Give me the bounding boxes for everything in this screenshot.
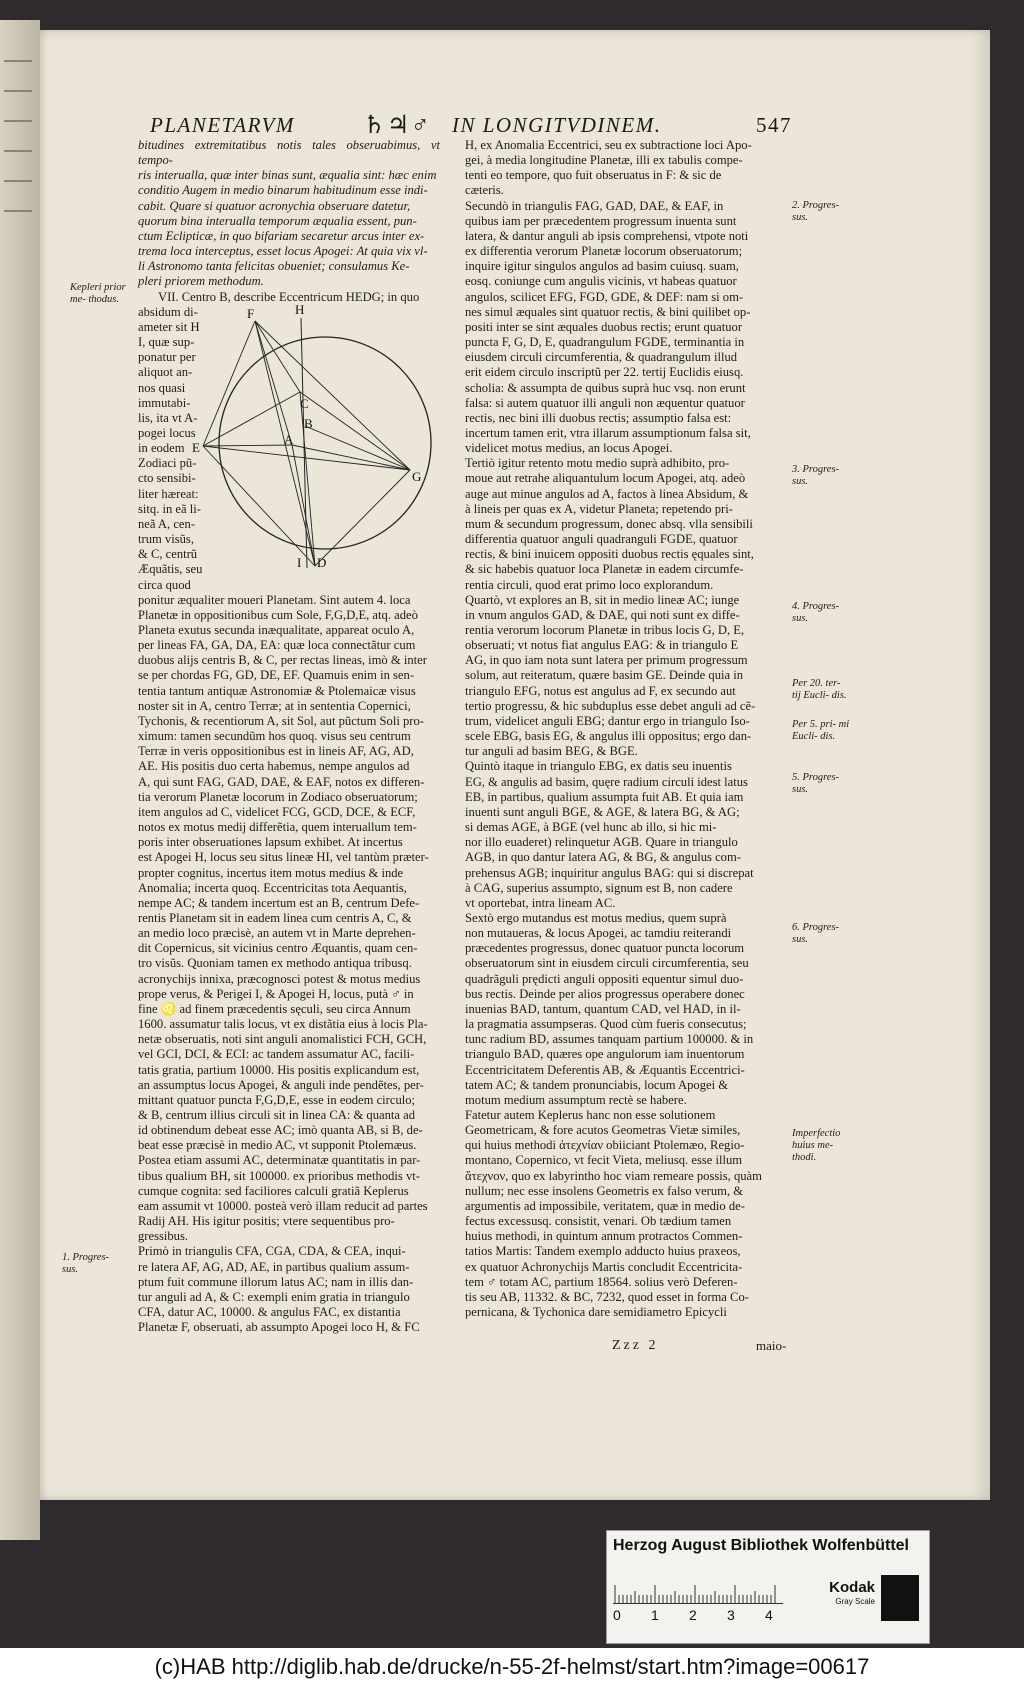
text-line: A, qui sunt FAG, GAD, DAE, & EAF, notos ex differen- <box>138 774 425 789</box>
text-line: auge aut minue angulos ad A, factos à linea Absidum, & <box>465 486 749 501</box>
header-right: IN LONGITVDINEM. <box>452 113 662 137</box>
text-line: liter hæreat: <box>138 486 199 501</box>
margin-note-imperfectio: Imperfectio huius me- thodi. <box>792 1128 841 1163</box>
scale-2: 2 <box>689 1607 697 1623</box>
margin-note-progressus-6: 6. Progres- sus. <box>792 922 840 945</box>
text-line: tenti eo tempore, quo fuit obseruatus in F: & sic de <box>465 168 722 183</box>
text-line: netæ obseruatis, noti sint anguli anomalistici FCH, GCH, <box>138 1032 427 1047</box>
text-line: H, ex Anomalia Eccentrici, seu ex subtractione loci Apo- <box>465 138 752 152</box>
text-line: triangulo BAD, quæres ope angulorum iam inuentorum <box>465 1047 745 1062</box>
text-line: AE. His positis duo certa habemus, nempe angulos ad <box>138 759 410 774</box>
text-line: nos quasi <box>138 380 186 395</box>
label-a: A <box>284 432 294 447</box>
right-column <box>465 138 789 1320</box>
text-line: pleri priorem methodum. <box>138 274 264 289</box>
label-h: H <box>295 302 305 317</box>
text-line: Planetæ F, obseruati, ab assumpto Apogei loco H, & FC <box>138 1320 420 1335</box>
text-line: an medio loco præcisè, an autem vt in Marte deprehen- <box>138 926 416 941</box>
text-line: la pragmatia assumpseras. Quod cùm fueris consecutus; <box>465 1017 747 1032</box>
text-line: tro visũs. Quoniam tamen ex methodo antiqua tribusq. <box>138 956 412 971</box>
text-line: obseruatorum sint in eiusdem circuli circumferentia, seu <box>465 956 749 971</box>
text-line: eiusdem circuli circumferentia, & quadrangulum illud <box>465 350 738 365</box>
text-line: rentis Planetam sit in eadem linea cum centris A, C, & <box>138 910 412 925</box>
text-line: inquire igitur singulos angulos ad basim cuiusq. suam, <box>465 259 739 274</box>
text-line: trum, videlicet anguli EBG; dantur ergo in triangulo Iso- <box>465 713 750 728</box>
text-line: vel GCI, DCI, & ECI: ac tandem assumatur AC, facili- <box>138 1047 415 1062</box>
text-line: Postea etiam assumi AC, determinatæ quantitatis in par- <box>138 1153 421 1168</box>
text-line: sitq. in eã li- <box>138 501 201 516</box>
text-line: Quintò itaque in triangulo EBG, ex datis seu inuentis <box>465 759 732 774</box>
text-line: argumentis ad impossibile, veritatem, quæ in medio de- <box>465 1198 745 1213</box>
text-line: angulos, scilicet EFG, FGD, GDE, & DEF: nam si om- <box>465 289 744 304</box>
label-e: E <box>192 440 200 455</box>
scale-1: 1 <box>651 1607 659 1623</box>
text-line: Quartò, vt explores an B, sit in medio lineæ AC; iunge <box>465 592 740 607</box>
text-line: pogei locus <box>138 425 196 440</box>
text-line: moue aut retrahe aliquantulum locum Apogei, atq. adeò <box>465 471 746 486</box>
label-b: B <box>304 416 313 431</box>
text-line: & B, centrum illius circuli sit in linea CA: & quanta ad <box>138 1108 416 1122</box>
text-line: noster sit in A, centro Terræ; at in sententia Copernici, <box>138 698 411 713</box>
planet-symbols: ♄♃♂ <box>363 112 432 139</box>
text-line: poris inter obseruationes lapsum exhibet. At incertus <box>138 835 403 850</box>
black-patch <box>881 1575 919 1621</box>
library-name: Herzog August Bibliothek Wolfenbüttel <box>613 1537 909 1554</box>
text-line: se per chordas FG, GD, DE, EF. Quamuis enim in sen- <box>138 668 415 683</box>
text-line: est Apogei H, locus seu situs lineæ HI, vel tantùm præter- <box>138 850 429 865</box>
text-line: rectis, nec bini illi duobus rectis; assumptio falsa est: <box>465 410 732 425</box>
text-line: rectis, & bini inuicem oppositi duobus rectis ęquales sint, <box>465 547 754 562</box>
text-line: Primò in triangulis CFA, CGA, CDA, & CEA, inqui- <box>138 1244 406 1259</box>
text-line: acronychijs innixa, præcognosci potest & motus medius <box>138 971 421 986</box>
text-line: trum visũs, <box>138 532 194 547</box>
text-line: nullum; nec esse insolens Geometris ex falso verum, & <box>465 1183 744 1198</box>
text-line: tunc radium BD, assumes tanquam partium 100000. & in <box>465 1032 754 1047</box>
text-line: ponatur per <box>138 350 196 365</box>
text-line: cto sensibi- <box>138 471 196 486</box>
right-body-text <box>465 138 789 1320</box>
catchword: maio- <box>756 1338 787 1353</box>
copyright-footer: (c)HAB http://diglib.hab.de/drucke/n-55-2f-helmst/start.htm?image=00617 <box>0 1648 1024 1685</box>
text-line: propter cognitus, incertus item motus medius & inde <box>138 865 404 880</box>
text-line: gei, à media longitudine Planetæ, illi ex tabulis compe- <box>465 153 743 168</box>
text-line: mum & secundum progressum, donec absq. vlla sensibili <box>465 516 753 531</box>
text-line: non mutaueras, & locus Apogei, ac tamdiu reiterandi <box>465 926 732 941</box>
text-line: Tychonis, & recentiorum A, sit Sol, aut pũctum Soli pro- <box>138 713 424 728</box>
text-line: fectus excessusq. consistit, venari. Ob tædium tamen <box>465 1214 732 1229</box>
text-line: cæteris. <box>465 183 504 198</box>
text-line: Secundò in triangulis FAG, GAD, DAE, & EAF, in <box>465 198 724 213</box>
label-f: F <box>247 306 255 321</box>
text-line: Terræ in veris oppositionibus est in lineis AF, AG, AD, <box>138 744 414 759</box>
text-line: erit eidem circulo inscriptũ per 22. tertij Euclidis eiusq. <box>465 365 744 380</box>
gray-scale-label: Gray Scale <box>835 1597 875 1606</box>
ruler-ticks <box>613 1583 783 1603</box>
text-line: notos ex motus medij differẽtia, quem interuallum tem- <box>138 820 417 835</box>
text-line: AGB, in quo dantur latera AG, & BG, & angulus com- <box>465 850 741 865</box>
header-left: PLANETARVM <box>150 113 295 137</box>
text-line: Anomalia; incerta quoq. Eccentricitas tota Aequantis, <box>138 880 407 895</box>
text-line: tentia tantum antiquæ Astronomiæ & Ptolemaicæ visus <box>138 683 416 698</box>
text-line: tur anguli ad A, & C: exempli enim gratia in triangulo <box>138 1289 410 1304</box>
text-line: triangulo EFG, notus est angulus ad F, ex secundo aut <box>465 683 736 698</box>
text-line: Fatetur autem Keplerus hanc non esse solutionem <box>465 1108 716 1122</box>
text-line: eam assumit vt 10000. posteà verò illam reducit ad partes <box>138 1198 428 1213</box>
text-line: prehensus AGB; inquiritur angulus BAG: qui si discrepat <box>465 865 754 880</box>
text-line: cabit. Quare si quatuor acronychia obseruare datetur, <box>138 198 411 213</box>
text-line: solum, aut reiteratum, quære basim GE. Deinde quia in <box>465 668 744 683</box>
text-line: rentia circuli, quod erat primo loco explorandum. <box>465 577 714 592</box>
text-line: neã A, cen- <box>138 516 195 531</box>
text-line: à CAG, superius assumpto, signum est B, non cadere <box>465 880 733 895</box>
text-line: Zodiaci pũ- <box>138 456 197 471</box>
text-line: an assumptus locus Apogei, & anguli inde pendẽtes, per- <box>138 1077 424 1092</box>
text-line: ex quatuor Achronychijs Martis concludit Eccentricita- <box>465 1259 743 1274</box>
text-line: videlicet motus medius, an locus Apogei. <box>465 441 673 456</box>
text-line: ameter sit H <box>138 319 200 334</box>
text-line: ptum fuit commune illorum latus AC; nam in illis dan- <box>138 1274 414 1289</box>
text-line: nempe AC; & tandem incertum est an B, centrum Defe- <box>138 895 420 910</box>
text-line: Planetæ in oppositionibus cum Sole, F,G,D,E, atq. adeò <box>138 607 418 622</box>
text-line: in eodem <box>138 441 185 456</box>
text-line: cumque cognita: sed faciliores calculi gratiã Keplerus <box>138 1183 409 1198</box>
left-intro-text <box>138 138 440 290</box>
text-line: 1600. assumatur talis locus, vt ex distãtia eius à locis Pla- <box>138 1017 428 1032</box>
text-line: obseruati; vt notus fiat angulus EAG: & in triangulo E <box>465 638 739 653</box>
text-line: incertum tamen erit, vtra illarum assumptionum falsa sit, <box>465 425 751 440</box>
text-line: lis, ita vt A- <box>138 410 198 425</box>
text-line: I, quæ sup- <box>138 335 195 350</box>
text-line: tem ♂ totam AC, partium 18564. solius verò Deferen- <box>465 1274 738 1289</box>
text-line: item angulos ad C, videlicet FCG, GCD, DCE, & ECF, <box>138 804 416 819</box>
text-line: si demas AGE, à BGE (vel hunc ab illo, si hic mi- <box>465 820 717 835</box>
margin-note-progressus-4: 4. Progres- sus. <box>792 601 840 624</box>
text-line: per lineas FA, GA, DA, EA: quæ loca connectãtur cum <box>138 638 416 653</box>
text-line: immutabi- <box>138 395 191 410</box>
text-line: nor illo euaderet) relinquetur AGB. Quare in triangulo <box>465 835 738 850</box>
text-line: Planeta exutus secunda inæqualitate, appareat oculo A, <box>138 623 415 637</box>
text-line: Sextò ergo mutandus est motus medius, quem suprà <box>465 910 727 925</box>
text-line: quadrãguli prędicti anguli oppositi equentur simul duo- <box>465 971 744 986</box>
text-line: absidum di- <box>138 304 198 319</box>
text-line: ἄτεχνον, quo ex labyrintho hoc viam remeare possis, quàm <box>465 1168 762 1183</box>
text-line: tur anguli ad basim BEG, & BGE. <box>465 744 638 759</box>
text-line: tatem AC; & tandem pronunciabis, locum Apogei & <box>465 1077 729 1092</box>
text-line: trema loca interceptus, esset locus Apogei: At quia vix vl- <box>138 244 428 259</box>
text-line: præcedentes progressus, donec quatuor puncta locorum <box>465 941 745 956</box>
label-i: I <box>297 555 302 570</box>
text-line: scholia: & assumpta de quibus suprà huc vsq. non erunt <box>465 380 746 395</box>
left-body-text <box>138 593 440 1336</box>
text-line: prope verus, & Perigei I, & Apogei H, locus, putà ♂ in <box>138 986 414 1001</box>
text-line: aliquot an- <box>138 365 193 380</box>
text-line: qui huius methodi ἀτεχνίαν obiiciant Ptolemæo, Regio- <box>465 1138 745 1153</box>
text-line: falsa: si autem quatuor illi anguli non æquentur quatuor <box>465 395 745 410</box>
text-line: tatis gratia, partium 10000. His positis explicandum est, <box>138 1062 420 1077</box>
text-line: quorum bina interualla temporum æqualia essent, pun- <box>138 213 417 228</box>
text-line: inuenias BAD, tantum, quantum CAD, vel HAD, in il- <box>465 1001 741 1016</box>
text-line: positi inter se sint æquales duobus rectis; erunt quatuor <box>465 319 743 334</box>
text-line: Geometricam, & fore acutos Geometras Vietæ similes, <box>465 1123 741 1138</box>
margin-note-progressus-2: 2. Progres- sus. <box>792 200 840 223</box>
text-line: eosq. coniunge cum angulis vicinis, vt habeas quatuor <box>465 274 737 289</box>
text-line: AG, in quo iam nota sunt latera per primum progressum <box>465 653 748 668</box>
text-line: ponitur æqualiter moueri Planetam. Sint autem 4. loca <box>138 592 411 607</box>
label-g: G <box>412 469 422 484</box>
text-line: & C, centrũ <box>138 547 198 562</box>
text-line: vt oportebat, intra lineam AC. <box>465 895 616 910</box>
text-line: latera, & dantur anguli ab ipsis comprehensi, vtpote noti <box>465 228 749 243</box>
text-line: tertio progressu, & hic subduplus esse debet anguli ad cẽ- <box>465 698 756 713</box>
text-line: dit Copernicus, sit vicinius centro Æquantis, quam cen- <box>138 941 418 956</box>
kodak-logo: Kodak <box>829 1579 875 1596</box>
eccentric-circle-diagram <box>192 302 440 570</box>
text-line: motum medium assumptum rectè se habere. <box>465 1092 687 1107</box>
text-line: ris interualla, quæ inter binas sunt, æqualia sint: hæc enim <box>138 168 437 183</box>
text-line: Tertiò igitur retento motu medio suprà adhibito, pro- <box>465 456 730 471</box>
scale-ruler <box>613 1583 783 1604</box>
text-line: rentia verorum locorum Planetæ in tribus locis G, D, E, <box>465 623 745 637</box>
text-line: gressibus. <box>138 1229 189 1244</box>
text-line: ximum: tamen secundũm hos quoq. visus seu centrum <box>138 729 411 744</box>
text-line: tibus qualium BH, sit 100000. ex prioribus methodis vt- <box>138 1168 420 1183</box>
text-line: scele EBG, basis EG, & angulus illi oppositus; ergo dan- <box>465 729 752 744</box>
text-line: li Astronomo tanta felicitas obueniet; consulamus Ke- <box>138 259 410 274</box>
text-line: bus rectis. Deinde per alios progressus operabere donec <box>465 986 745 1001</box>
text-line: tis seu AB, 11332. & BC, 7232, quod esset in forma Co- <box>465 1289 749 1304</box>
text-line: mittant quatuor puncta F,G,D,E, esse in eodem circulo; <box>138 1092 416 1107</box>
margin-note-per-5: Per 5. pri- mi Eucli- dis. <box>792 719 850 742</box>
page-number: 547 <box>756 113 792 137</box>
text-line: tatios Martis: Tandem exemplo adducto huius praxeos, <box>465 1244 741 1259</box>
text-line: quibus iam per præcedentem progressum inuenta sunt <box>465 213 737 228</box>
text-line: ex differentia verorum Planetæ locorum obseruatorum; <box>465 244 743 259</box>
text-line: EB, in partibus, qualium assumpta fuit AB. Et quia iam <box>465 789 744 804</box>
text-line: puncta F, G, D, E, quadrangulum FGDE, terminantia in <box>465 335 745 350</box>
text-line: inuenti sunt anguli BGE, & AGE, & latera BG, & AG; <box>465 804 740 819</box>
scale-0: 0 <box>613 1607 621 1623</box>
text-line: re latera AF, AG, AD, AE, in partibus qualium assum- <box>138 1259 410 1274</box>
library-color-card <box>606 1530 930 1644</box>
margin-note-progressus-5: 5. Progres- sus. <box>792 772 840 795</box>
facing-page-edge <box>0 20 40 1540</box>
text-line: & sic habebis quatuor loca Planetæ in eadem circumfe- <box>465 562 744 577</box>
text-line: fine ♌ ad finem præcedentis sęculi, seu circa Annum <box>138 1001 411 1016</box>
text-line: Æquãtis, seu <box>138 562 203 577</box>
margin-note-progressus-3: 3. Progres- sus. <box>792 464 840 487</box>
text-line: huius methodi, in quintum annum protractos Commen- <box>465 1229 743 1244</box>
text-line: tia verorum Planetæ locorum in Zodiaco obseruatorum; <box>138 789 418 804</box>
margin-note-per-20: Per 20. ter- tij Eucli- dis. <box>792 678 847 701</box>
text-line: montano, Copernico, vt fecit Vieta, meliusq. esse illum <box>465 1153 743 1168</box>
text-line: differentia quatuor anguli quadranguli FGDE, quatuor <box>465 532 738 547</box>
margin-note-progressus-1: 1. Progres- sus. <box>62 1252 110 1275</box>
text-line: ctum Eclipticæ, in quo bifariam secaretur arcus inter ex- <box>138 228 425 243</box>
text-line: bitudines extremitatibus notis tales obseruabimus, vt tempo- <box>138 138 440 168</box>
signature-mark: Zzz 2 <box>612 1338 659 1353</box>
text-line: beat esse præcisè in medio AC, vt supponit Ptolemæus. <box>138 1138 417 1153</box>
text-line: nes simul æquales sint quatuor rectis, & bini quilibet op- <box>465 304 751 319</box>
text-line: CFA, datur AC, 10000. & angulus FAC, ex distantia <box>138 1305 401 1320</box>
text-line: Radij AH. His igitur positis; vtere sequentibus pro- <box>138 1214 395 1229</box>
margin-note-kepleri: Kepleri prior me- thodus. <box>70 282 126 305</box>
text-line: EG, & angulis ad basim, quęre radium circuli idest latus <box>465 774 748 789</box>
vii-line: VII. Centro B, describe Eccentricum HEDG; in quo <box>158 289 420 304</box>
text-line: in vnum angulos GAD, & DAE, qui noti sunt ex diffe- <box>465 607 740 622</box>
text-line: duobus alijs centris B, & C, per rectas lineas, imò & inter <box>138 653 427 668</box>
text-line: conditio Augem in medio binarum habitudinum esse indi- <box>138 183 428 198</box>
scale-4: 4 <box>765 1607 773 1623</box>
text-line: circa quod <box>138 577 191 592</box>
label-d: D <box>317 555 327 570</box>
text-line: à lineis per quas ex A, videtur Planeta; repetendo pri- <box>465 501 733 516</box>
scale-3: 3 <box>727 1607 735 1623</box>
text-line: id obtinendum debeat esse AC; imò quanta AB, si B, de- <box>138 1123 423 1138</box>
label-c: C <box>300 396 309 411</box>
text-line: pernicana, & Tychonica dare semidiametro Epicycli <box>465 1305 727 1320</box>
text-line: Eccentricitatem Deferentis AB, & Æquantis Eccentrici- <box>465 1062 745 1077</box>
